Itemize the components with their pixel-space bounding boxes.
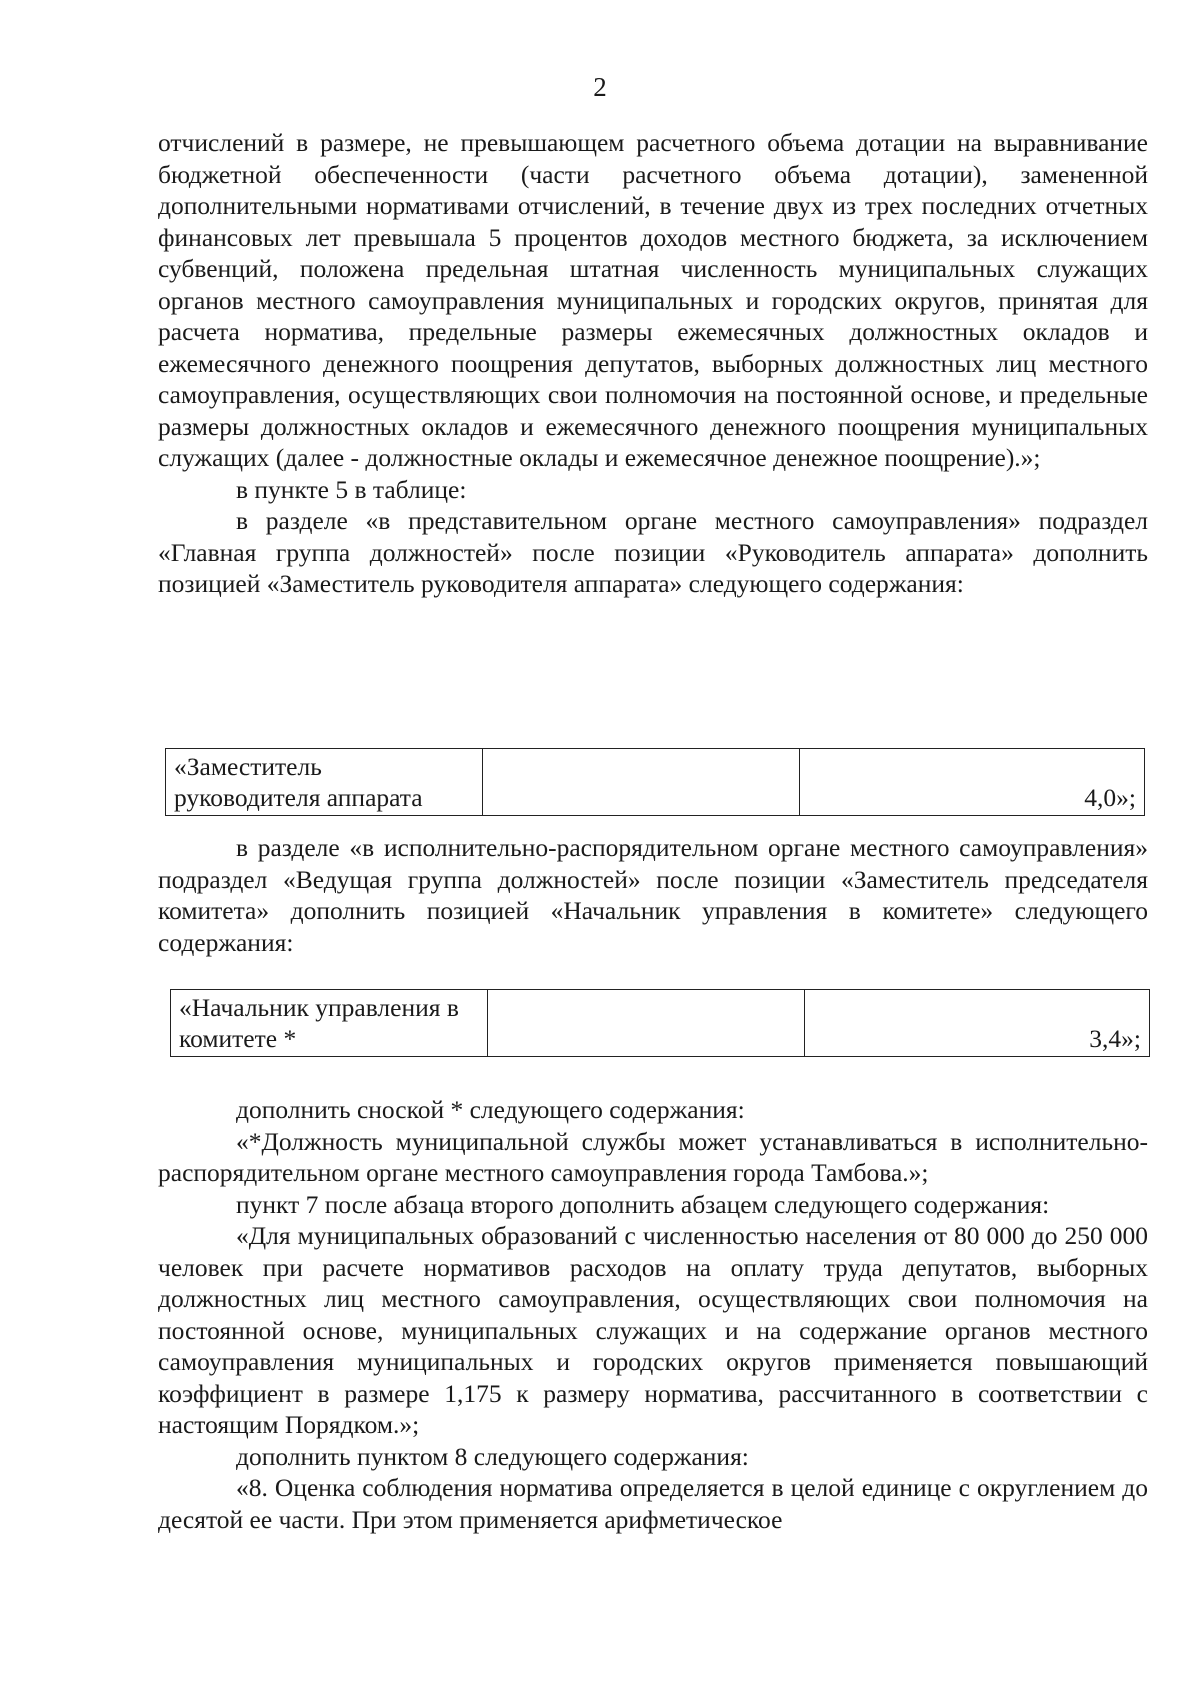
paragraph: дополнить сноской * следующего содержания:: [236, 1095, 745, 1124]
text-block-2: [158, 832, 1148, 958]
table-cell-position: «Заместитель руководителя аппарата: [166, 749, 483, 816]
table-cell-position: «Начальник управления в комитете *: [171, 990, 488, 1057]
page-number: 2: [593, 72, 607, 102]
text-block-3: [158, 1094, 1148, 1535]
paragraph: «Для муниципальных образований с численностью населения от 80 000 до 250 000 человек при расчете нормативов расходов на оплату труда депутатов, выборных должностных лиц местного самоуправления, осуществляющих свои полномочия на постоянной основе, муниципальных служащих и на содержание органов местного самоуправления муниципальных и городских округов применяется повышающий коэффициент в размере 1,175 к размеру норматива, рассчитанного в соответствии с настоящим Порядком.»;: [158, 1221, 1148, 1439]
paragraph: «8. Оценка соблюдения норматива определяется в целой единице с округлением до десятой ее части. При этом применяется арифметическое: [158, 1473, 1148, 1534]
paragraph: пункт 7 после абзаца второго дополнить абзацем следующего содержания:: [236, 1189, 1050, 1219]
inserted-table-1: [165, 748, 1145, 816]
table-cell-empty: [488, 990, 805, 1057]
paragraph: в разделе «в представительном органе местного самоуправления» подраздел «Главная группа должностей» после позиции «Руководитель аппарата» дополнить позицией «Заместитель руководителя аппарата» следующего содержания:: [158, 506, 1148, 598]
table-cell-empty: [483, 749, 800, 816]
text-block-1: [158, 127, 1148, 600]
table-cell-value: 3,4»;: [805, 990, 1150, 1057]
table-row: [171, 990, 1150, 1057]
paragraph: «*Должность муниципальной службы может устанавливаться в исполнительно-распорядительном органе местного самоуправления города Тамбова.»;: [158, 1126, 1148, 1187]
paragraph: дополнить пунктом 8 следующего содержания:: [236, 1441, 749, 1471]
inserted-table-2: [170, 989, 1150, 1057]
table-row: [166, 749, 1145, 816]
paragraph: в разделе «в исполнительно-распорядительном органе местного самоуправления» подраздел «Ведущая группа должностей» после позиции «Заместитель председателя комитета» дополнить позицией «Начальник управления в комитете» следующего содержания:: [158, 833, 1148, 957]
paragraph: отчислений в размере, не превышающем расчетного объема дотации на выравнивание бюджетной обеспеченности (части расчетного объема дотации), замененной дополнительными нормативами отчислений, в течение двух из трех последних отчетных финансовых лет превышала 5 процентов доходов местного бюджета, за исключением субвенций, положена предельная штатная численность муниципальных служащих органов местного самоуправления муниципальных и городских округов, принятая для расчета норматива, предельные размеры ежемесячных должностных окладов и ежемесячного денежного поощрения депутатов, выборных должностных лиц местного самоуправления, осуществляющих свои полномочия на постоянной основе, и предельные размеры должностных окладов и ежемесячного денежного поощрения муниципальных служащих (далее - должностные оклады и ежемесячное денежное поощрение).»;: [158, 128, 1148, 472]
paragraph: в пункте 5 в таблице:: [236, 474, 467, 504]
table-cell-value: 4,0»;: [800, 749, 1145, 816]
